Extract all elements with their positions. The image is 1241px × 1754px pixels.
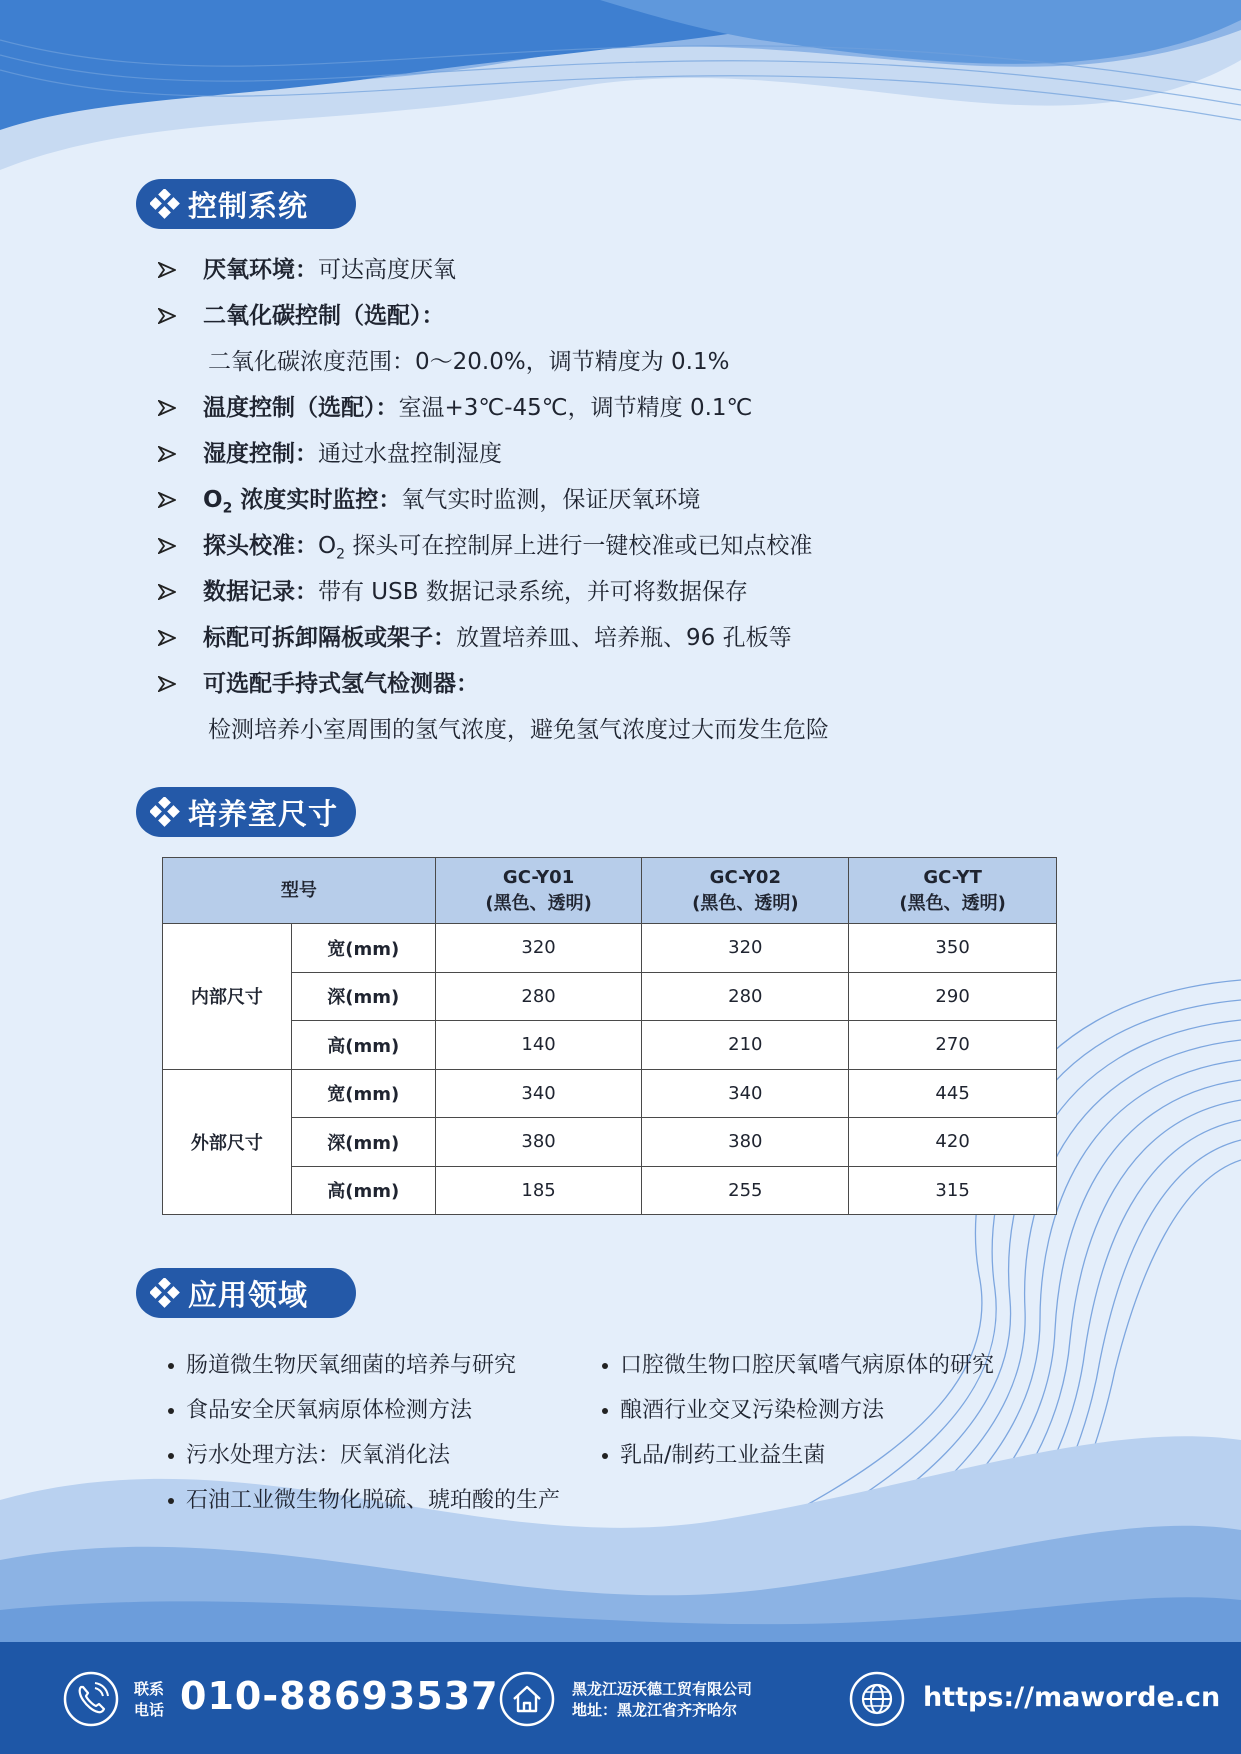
- dim-label: 高(mm): [291, 1021, 435, 1070]
- dot-bullet-icon: [602, 1453, 608, 1459]
- contact-label: 联系 电话: [134, 1680, 165, 1719]
- table-cell: 210: [642, 1021, 849, 1070]
- arrow-bullet-icon: [158, 630, 176, 646]
- table-cell: 185: [435, 1166, 642, 1215]
- arrow-bullet-icon: [158, 584, 176, 600]
- dot-bullet-icon: [168, 1498, 174, 1504]
- table-cell: 280: [642, 972, 849, 1021]
- table-cell: 380: [642, 1118, 849, 1167]
- section-header-chamber-size: [136, 787, 356, 837]
- group-label: 内部尺寸: [163, 924, 292, 1070]
- list-item: 数据记录：带有 USB 数据记录系统，并可将数据保存: [158, 569, 829, 615]
- dim-label: 深(mm): [291, 1118, 435, 1167]
- list-item: 湿度控制：通过水盘控制湿度: [158, 431, 829, 477]
- application-list-right: [598, 1343, 994, 1478]
- table-cell: 340: [642, 1069, 849, 1118]
- list-item: 石油工业微生物化脱硫、琥珀酸的生产: [164, 1478, 560, 1523]
- list-item: 酿酒行业交叉污染检测方法: [598, 1388, 994, 1433]
- list-item: 可选配手持式氢气检测器：: [158, 661, 829, 707]
- table-row: [163, 1021, 1057, 1070]
- table-row: [163, 1166, 1057, 1215]
- list-item-detail: 检测培养小室周围的氢气浓度，避免氢气浓度过大而发生危险: [208, 717, 829, 743]
- arrow-bullet-icon: [158, 308, 176, 324]
- section-title: 控制系统: [188, 188, 309, 223]
- arrow-bullet-icon: [158, 676, 176, 692]
- home-icon: [498, 1670, 556, 1728]
- table-cell: 270: [849, 1021, 1057, 1070]
- control-feature-list: [158, 247, 829, 753]
- phone-icon: [62, 1670, 120, 1728]
- header-model: GC-YT (黑色、透明): [849, 858, 1057, 924]
- section-title: 培养室尺寸: [188, 796, 339, 831]
- table-row: [163, 1118, 1057, 1167]
- group-label: 外部尺寸: [163, 1069, 292, 1215]
- dot-bullet-icon: [168, 1408, 174, 1414]
- company-address: 黑龙江迈沃德工贸有限公司 地址：黑龙江省齐齐哈尔: [572, 1680, 753, 1719]
- list-item: 二氧化碳控制（选配）：: [158, 293, 829, 339]
- section-title: 应用领域: [188, 1277, 309, 1312]
- list-item: 食品安全厌氧病原体检测方法: [164, 1388, 560, 1433]
- dimension-table: [162, 857, 1057, 1215]
- arrow-bullet-icon: [158, 400, 176, 416]
- list-item: 污水处理方法：厌氧消化法: [164, 1433, 560, 1478]
- list-item: 口腔微生物口腔厌氧嗜气病原体的研究: [598, 1343, 994, 1388]
- header-model-label: 型号: [163, 858, 436, 924]
- dim-label: 宽(mm): [291, 1069, 435, 1118]
- dim-label: 宽(mm): [291, 924, 435, 973]
- arrow-bullet-icon: [158, 492, 176, 508]
- dot-bullet-icon: [602, 1408, 608, 1414]
- diamond-icon: [150, 797, 180, 827]
- table-row: [163, 1069, 1057, 1118]
- table-cell: 445: [849, 1069, 1057, 1118]
- table-cell: 420: [849, 1118, 1057, 1167]
- dot-bullet-icon: [602, 1363, 608, 1369]
- website-link[interactable]: https://maworde.cn: [923, 1682, 1221, 1713]
- dim-label: 高(mm): [291, 1166, 435, 1215]
- table-cell: 320: [642, 924, 849, 973]
- dim-label: 深(mm): [291, 972, 435, 1021]
- globe-icon: [848, 1670, 906, 1728]
- diamond-icon: [150, 1278, 180, 1308]
- section-header-applications: [136, 1268, 356, 1318]
- table-cell: 315: [849, 1166, 1057, 1215]
- section-header-control-system: [136, 179, 356, 229]
- arrow-bullet-icon: [158, 446, 176, 462]
- dot-bullet-icon: [168, 1453, 174, 1459]
- diamond-icon: [150, 189, 180, 219]
- header-model: GC-Y01 (黑色、透明): [435, 858, 642, 924]
- list-item: $O_2$ 浓度实时监控：氧气实时监测，保证厌氧环境: [158, 477, 829, 523]
- table-cell: 140: [435, 1021, 642, 1070]
- list-item-detail: 二氧化碳浓度范围：0～20.0%，调节精度为 0.1%: [208, 349, 730, 375]
- header-model: GC-Y02 (黑色、透明): [642, 858, 849, 924]
- footer-bar: [0, 1642, 1241, 1754]
- table-row: [163, 972, 1057, 1021]
- arrow-bullet-icon: [158, 538, 176, 554]
- table-cell: 280: [435, 972, 642, 1021]
- table-cell: 255: [642, 1166, 849, 1215]
- application-list-left: [164, 1343, 560, 1523]
- table-cell: 290: [849, 972, 1057, 1021]
- dot-bullet-icon: [168, 1363, 174, 1369]
- table-row: [163, 924, 1057, 973]
- list-item: 标配可拆卸隔板或架子：放置培养皿、培养瓶、96 孔板等: [158, 615, 829, 661]
- arrow-bullet-icon: [158, 262, 176, 278]
- table-cell: 340: [435, 1069, 642, 1118]
- phone-number[interactable]: 010-88693537: [180, 1674, 499, 1718]
- table-header-row: [163, 858, 1057, 924]
- list-item: 肠道微生物厌氧细菌的培养与研究: [164, 1343, 560, 1388]
- list-item: 乳品/制药工业益生菌: [598, 1433, 994, 1478]
- list-item: 厌氧环境：可达高度厌氧: [158, 247, 829, 293]
- table-cell: 320: [435, 924, 642, 973]
- list-item: 温度控制（选配）：室温+3℃-45℃，调节精度 0.1℃: [158, 385, 829, 431]
- table-cell: 380: [435, 1118, 642, 1167]
- list-item: 探头校准：$O_2$ 探头可在控制屏上进行一键校准或已知点校准: [158, 523, 829, 569]
- table-cell: 350: [849, 924, 1057, 973]
